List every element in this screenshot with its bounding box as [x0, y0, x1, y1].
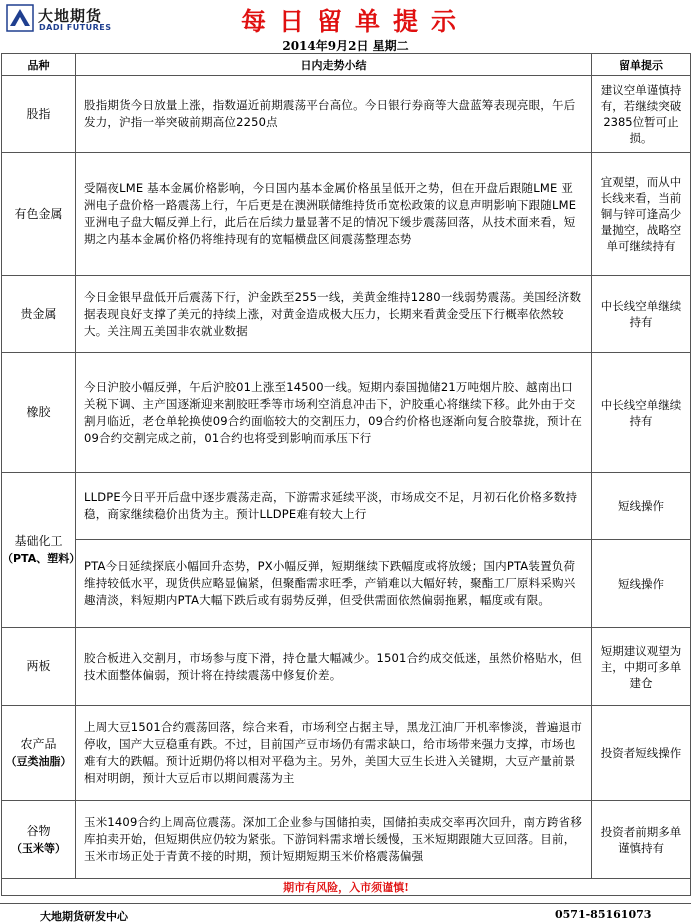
summary-cell: 上周大豆1501合约震荡回落，综合来看，市场利空占据主导，黑龙江油厂开机率惨淡，普遍退市停收，国产大豆稳重有跌。不过，目前国产豆市场仍有需求缺口，给市场带来强力支撑，市场也难有大的跌幅。预计近期仍将以相对平稳为主。另外，美国大豆生长进入关键期，大豆产量前景相对明朗，预计大豆后市以期间震荡为主	[76, 706, 592, 801]
advice-cell: 短线操作	[592, 540, 691, 628]
page-footer	[0, 903, 691, 924]
category-cell	[2, 801, 76, 879]
summary-cell: 受隔夜LME 基本金属价格影响，今日国内基本金属价格虽呈低开之势，但在开盘后跟随LME 亚洲电子盘价格一路震荡上行，午后更是在澳洲联储维持货币宽松政策的议息声明影响下跟随LME 亚洲电子盘大幅反弹上行，此后在后续力量显著不足的情况下缓步震荡回落，从技术面来看，短期之内基本金属价格仍将维持现有的宽幅横盘区间震荡整理态势	[76, 153, 592, 276]
column-header-advice: 留单提示	[592, 54, 691, 76]
dadi-logo-icon	[6, 4, 34, 32]
summary-cell: 今日沪胶小幅反弹，午后沪胶01上涨至14500一线。短期内泰国抛储21万吨烟片胶、越南出口关税下调、主产国逐渐迎来割胶旺季等市场利空消息冲击下，沪胶重心将继续下移。此外由于交割月临近，老仓单轮换使09合约面临较大的交割压力，09合约价格也逐渐向复合胶靠拢，预计在09合约交割完成之前，01合约也将受到影响而承压下行	[76, 353, 592, 473]
research-center-name: 大地期货研发中心	[40, 910, 128, 923]
risk-notice: 期市有风险，入市须谨慎!	[2, 879, 691, 896]
category-subname: （豆类油脂）	[5, 755, 72, 768]
category-cell	[2, 353, 76, 473]
brand-name-cn: 大地期货	[38, 7, 103, 25]
contact-phone: 0571-85161073	[555, 908, 652, 921]
table-row	[2, 473, 691, 540]
advice-table	[1, 53, 691, 896]
report-date: 2014年9月2日 星期二	[282, 39, 409, 53]
brand-logo	[6, 4, 126, 34]
column-header-summary: 日内走势小结	[76, 54, 592, 76]
brand-name-en: DADI FUTURES	[39, 23, 112, 32]
page-header	[0, 0, 691, 36]
table-row	[2, 76, 691, 153]
category-cell	[2, 153, 76, 276]
category-name: 基础化工	[14, 534, 63, 548]
risk-notice-row	[2, 879, 691, 896]
category-name: 股指	[26, 106, 51, 121]
advice-cell: 建议空单谨慎持有，若继续突破2385位暂可止损。	[592, 76, 691, 153]
advice-cell: 短期建议观望为主，中期可多单建仓	[592, 628, 691, 706]
summary-cell: PTA今日延续探底小幅回升态势，PX小幅反弹，短期继续下跌幅度或将放缓；国内PTA装置负荷维持较低水平，现货供应略显偏紧，但聚酯需求旺季，产销难以大幅好转，聚酯工厂原料采购兴趣清淡，料短期内PTA大幅下跌后或有弱势反弹，但受供需面依然偏弱拖累，幅度或有限。	[76, 540, 592, 628]
advice-cell: 短线操作	[592, 473, 691, 540]
advice-cell: 投资者前期多单谨慎持有	[592, 801, 691, 879]
category-cell	[2, 628, 76, 706]
category-cell	[2, 276, 76, 353]
advice-cell: 中长线空单继续持有	[592, 353, 691, 473]
table-row	[2, 153, 691, 276]
category-name: 有色金属	[14, 206, 63, 221]
advice-cell: 投资者短线操作	[592, 706, 691, 801]
category-name: 谷物	[26, 823, 51, 838]
category-cell	[2, 473, 81, 628]
category-name: 农产品	[20, 737, 57, 751]
summary-cell: 股指期货今日放量上涨，指数逼近前期震荡平台高位。今日银行券商等大盘蓝筹表现亮眼，午后发力，沪指一举突破前期高位2250点	[76, 76, 592, 153]
table-row	[2, 628, 691, 706]
table-row	[2, 540, 691, 628]
table-row	[2, 801, 691, 879]
summary-cell: 胶合板进入交割月，市场参与度下滑，持仓量大幅减少。1501合约成交低迷，虽然价格贴水，但技术面整体偏弱，预计将在持续震荡中修复价差。	[76, 628, 592, 706]
advice-cell: 中长线空单继续持有	[592, 276, 691, 353]
category-name: 橡胶	[26, 405, 51, 419]
table-row	[2, 276, 691, 353]
category-cell	[2, 76, 76, 153]
category-cell	[2, 706, 76, 801]
category-subname: （玉米等）	[11, 841, 66, 855]
category-subname: （PTA、塑料）	[2, 552, 81, 565]
table-row	[2, 706, 691, 801]
column-header-category: 品种	[2, 54, 76, 76]
category-name: 两板	[26, 659, 51, 673]
table-row	[2, 353, 691, 473]
category-name: 贵金属	[20, 306, 57, 321]
page-title: 每日留单提示	[240, 7, 469, 36]
advice-cell: 宜观望，而从中长线来看，当前铜与锌可逢高少量抛空，战略空单可继续持有	[592, 153, 691, 276]
summary-cell: 今日金银早盘低开后震荡下行，沪金跌至255一线，美黄金维持1280一线弱势震荡。美国经济数据表现良好支撑了美元的持续上涨，对黄金造成极大压力，长期来看黄金受压下行概率依然较大。关注周五美国非农就业数据	[76, 276, 592, 353]
table-header-row	[2, 54, 691, 76]
summary-cell: LLDPE今日平开后盘中逐步震荡走高，下游需求延续平淡，市场成交不足，月初石化价格多数持稳，商家继续稳价出货为主。预计LLDPE难有较大上行	[76, 473, 592, 540]
summary-cell: 玉米1409合约上周高位震荡。深加工企业参与国储拍卖，国储拍卖成交率再次回升，南方跨省移库拍卖开始，但短期供应仍较为紧张。下游饲料需求增长缓慢，玉米短期跟随大豆回落。目前，玉米市场正处于青黄不接的时期，预计短期短期玉米价格震荡偏强	[76, 801, 592, 879]
